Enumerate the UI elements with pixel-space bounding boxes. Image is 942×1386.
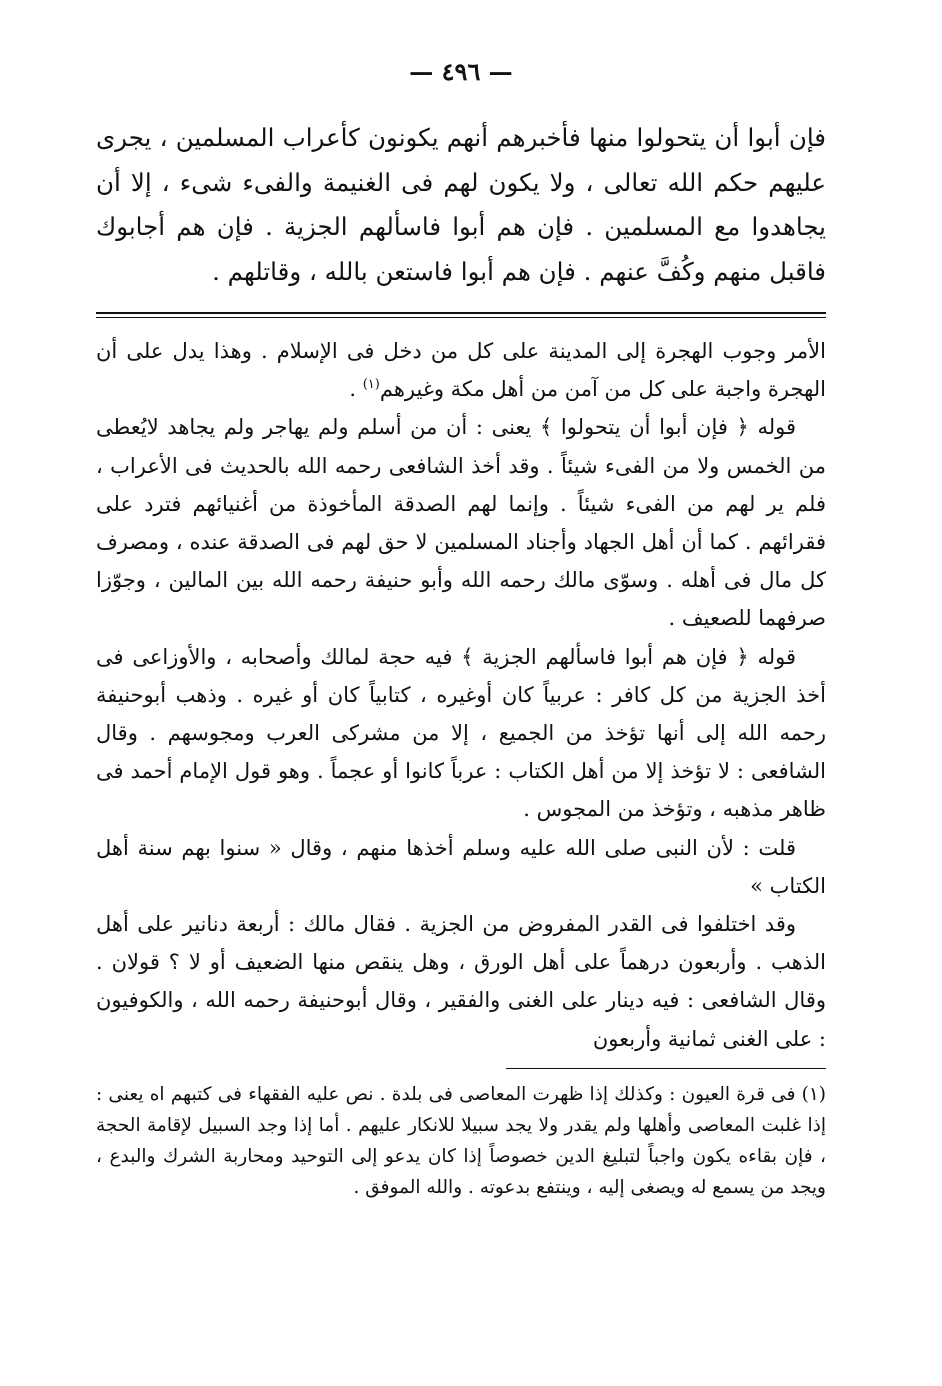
commentary-block: [96, 332, 826, 1058]
hadith-text-block: [96, 116, 826, 294]
commentary-text-1-end: .: [349, 377, 363, 402]
footnote-divider: [506, 1068, 826, 1069]
commentary-paragraph-5: وقد اختلفوا فى القدر المفروض من الجزية . فقال مالك : أربعة دنانير على أهل الذهب . وأربعون درهماً على أهل الورق ، وهل ينقص منها الضعيف أو لا ؟ قولان . وقال الشافعى : فيه دينار على الغنى والفقير ، وقال أبوحنيفة رحمه الله ، والكوفيون : على الغنى ثمانية وأربعون: [96, 912, 826, 1051]
footnotes-block: [96, 1079, 826, 1203]
footnote-reference: (١): [362, 377, 380, 393]
page-number: — ٤٩٦ —: [409, 57, 513, 86]
hadith-text: فإن أبوا أن يتحولوا منها فأخبرهم أنهم يكونون كأعراب المسلمين ، يجرى عليهم حكم الله تعالى ، ولا يكون لهم فى الغنيمة والفىء شىء ، إلا أن يجاهدوا مع المسلمين . فإن هم أبوا فاسألهم الجزية . فإن هم أجابوك فاقبل منهم وكُفَّ عنهم . فإن هم أبوا فاستعن بالله ، وقاتلهم .: [96, 123, 826, 286]
footnote-1: (١) فى قرة العيون : وكذلك إذا ظهرت المعاصى فى بلدة . نص عليه الفقهاء فى كتبهم اه يعنى : إذا غلبت المعاصى وأهلها ولم يقدر ولا يجد سبيلا للانكار عليهم . أما إذا وجد السبيل لإقامة الحجة ، فإن بقاءه يكون واجباً لتبليغ الدين خصوصاً إذا كان يدعو إلى التوحيد ومحاربة الشرك والبدع ، ويجد من يسمع له ويصغى إليه ، وينتفع بدعوته . والله الموفق .: [96, 1083, 826, 1198]
commentary-paragraph-2: قوله ﴿ فإن أبوا أن يتحولوا ﴾ يعنى : أن من أسلم ولم يهاجر ولم يجاهد لايُعطى من الخمس ولا من الفىء شيئاً . وقد أخذ الشافعى رحمه الله بالحديث فى الأعراب ، فلم ير لهم من الفىء شيئاً . وإنما لهم الصدقة المأخوذة من أغنيائهم فترد على فقرائهم . كما أن أهل الجهاد وأجناد المسلمين لا حق لهم فى الصدقة عنده ، ومصرف كل مال فى أهله . وسوّى مالك رحمه الله وأبو حنيفة رحمه الله بين المالين ، وجوّزا صرفهما للصعيف .: [96, 415, 826, 631]
book-page: [96, 52, 826, 1203]
double-divider: [96, 312, 826, 318]
commentary-paragraph-4: قلت : لأن النبى صلى الله عليه وسلم أخذها منهم ، وقال « سنوا بهم سنة أهل الكتاب »: [96, 835, 826, 898]
commentary-paragraph-1: [96, 332, 826, 408]
commentary-text-1: الأمر وجوب الهجرة إلى المدينة على كل من دخل فى الإسلام . وهذا يدل على أن الهجرة واجبة على كل من آمن من أهل مكة وغيرهم: [96, 339, 826, 402]
commentary-paragraph-3: قوله ﴿ فإن هم أبوا فاسألهم الجزية ﴾ فيه حجة لمالك وأصحابه ، والأوزاعى فى أخذ الجزية من كل كافر : عربياً كان أوغيره ، كتابياً كان أو غيره . وذهب أبوحنيفة رحمه الله إلى أنها تؤخذ من الجميع ، إلا من مشركى العرب ومجوسهم . وقال الشافعى : لا تؤخذ إلا من أهل الكتاب : عرباً كانوا أو عجماً . وهو قول الإمام أحمد فى ظاهر مذهبه ، وتؤخذ من المجوس .: [96, 644, 826, 822]
